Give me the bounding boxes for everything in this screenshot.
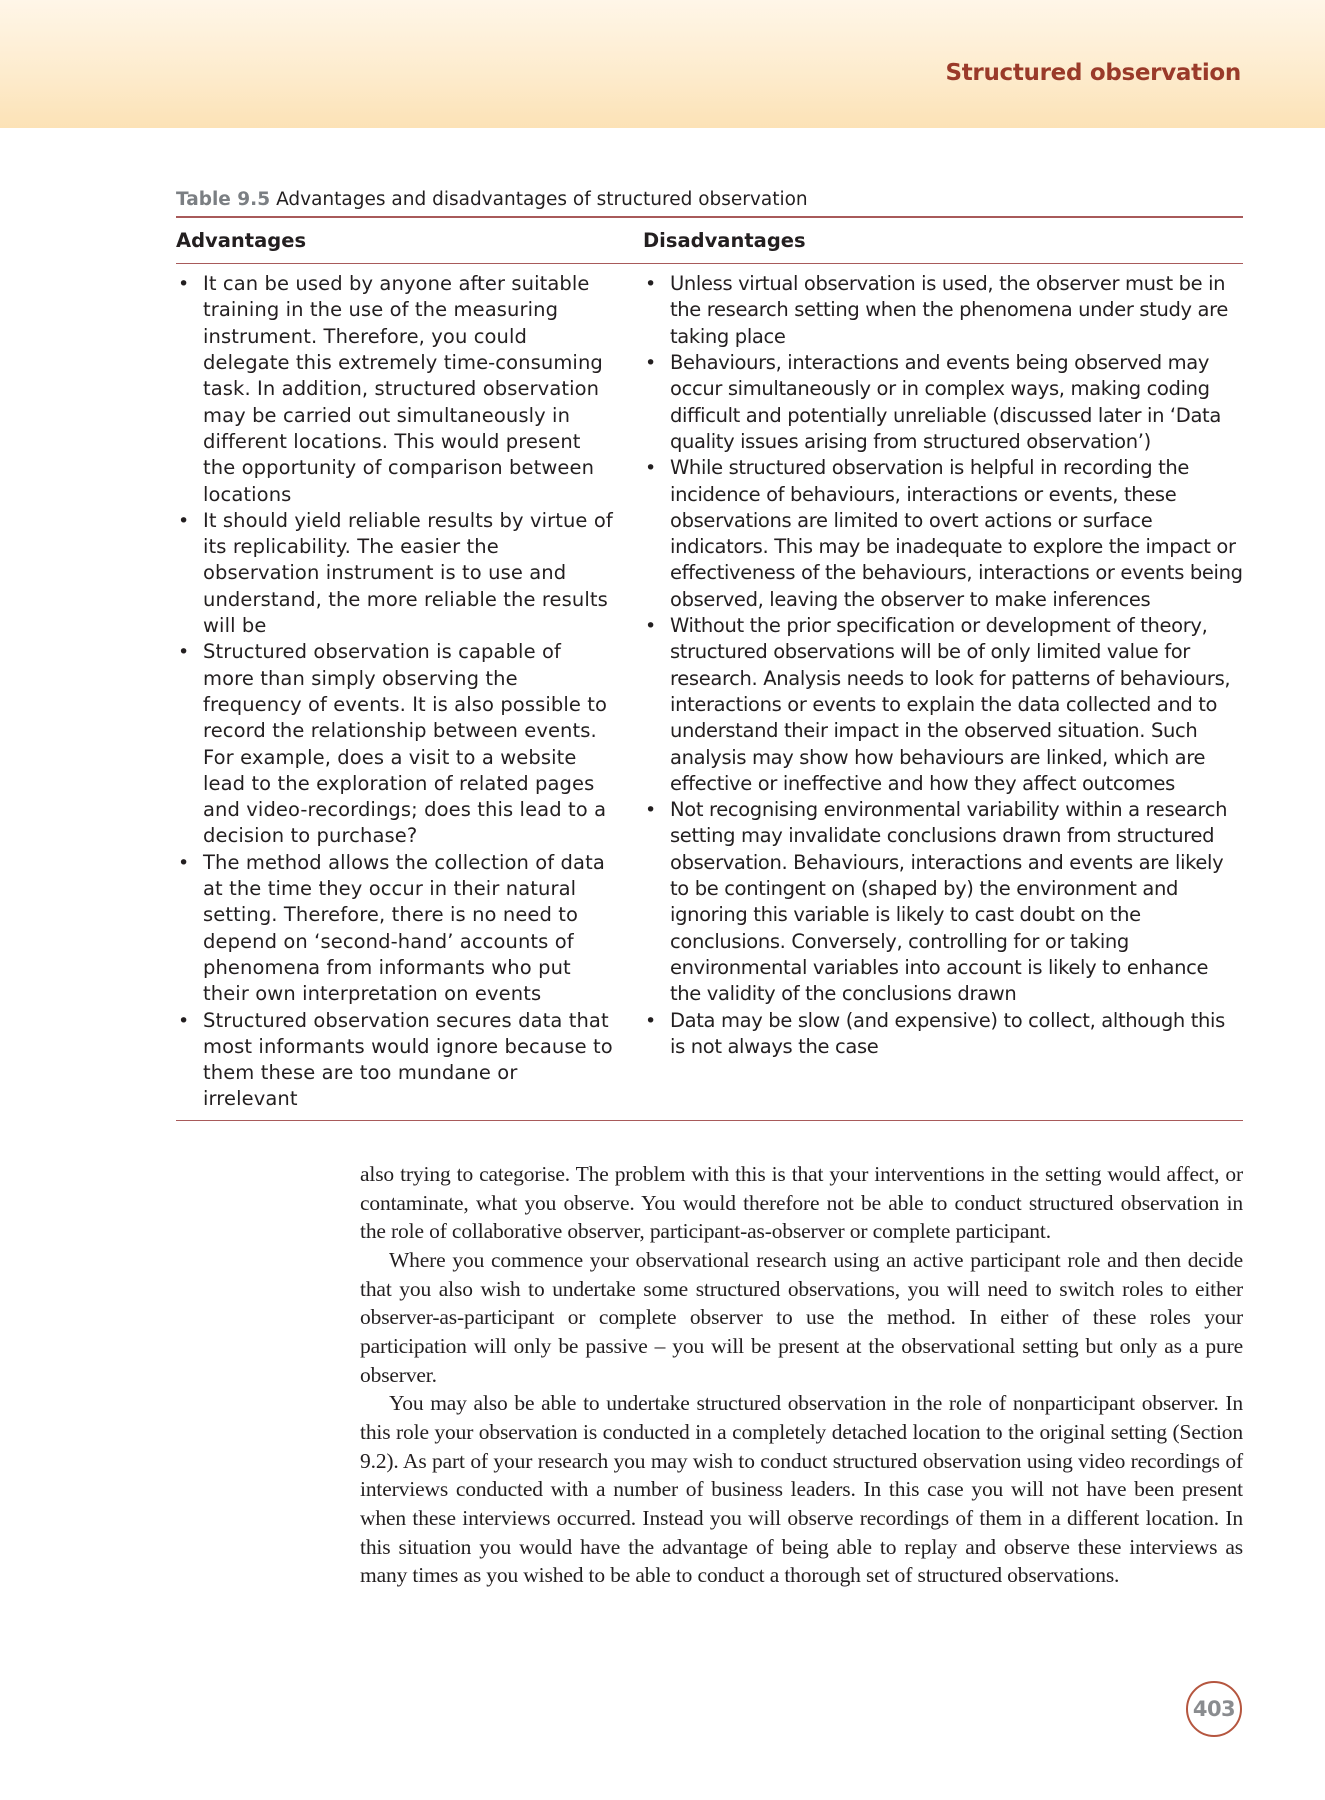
list-item: • Without the prior specification or development of theory, structured observations will be of only limited value for research. Analysis needs to look for patterns of behaviours, interactions or events to explain the data collected and to understand their impact in the observed situation. Such analysis may show how behaviours are linked, which are effective or ineffective and how they affect outcomes bbox=[645, 614, 1231, 795]
column-header-advantages: Advantages bbox=[176, 228, 307, 252]
bullet-icon: • bbox=[645, 615, 656, 638]
list-item: • It should yield reliable results by virtue of its replicability. The easier the observation instrument is to use and understand, the more reliable the results will be bbox=[178, 508, 613, 638]
table-caption-text: Advantages and disadvantages of structured observation bbox=[276, 189, 808, 210]
running-head: Structured observation bbox=[945, 60, 1241, 86]
table-header-row bbox=[176, 218, 1243, 263]
table-caption-label: Table 9.5 bbox=[176, 189, 271, 210]
list-item: • Not recognising environmental variability within a research setting may invalidate conclusions drawn from structured observation. Behaviours, interactions and events are likely to be contingent on (shaped by) the environment and ignoring this variable is likely to cast doubt on the conclusions. Conversely, controlling for or taking environmental variables into account is likely to enhance the validity of the conclusions drawn bbox=[645, 798, 1228, 1006]
table-9-5 bbox=[176, 183, 1243, 1121]
advantages-column bbox=[176, 271, 616, 1113]
bullet-icon: • bbox=[178, 273, 190, 296]
paragraph: also trying to categorise. The problem with this is that your interventions in the setting would affect, or contaminate, what you observe. You would therefore not be able to conduct structured observation in the role of collaborative observer, participant-as-observer or complete participant. bbox=[360, 1162, 1243, 1244]
bullet-icon: • bbox=[178, 509, 190, 532]
column-header-disadvantages: Disadvantages bbox=[643, 228, 806, 252]
disadvantages-list bbox=[643, 271, 1243, 1060]
bullet-icon: • bbox=[178, 1009, 190, 1032]
table-bottom-rule bbox=[176, 1120, 1243, 1122]
list-item: • Behaviours, interactions and events being observed may occur simultaneously or in complex ways, making coding difficult and potentially unreliable (discussed later in ‘Data quality issues arising from structured observation’) bbox=[645, 351, 1221, 453]
table-caption bbox=[176, 183, 1243, 216]
list-item: • It can be used by anyone after suitable training in the use of the measuring instrument. Therefore, you could delegate this extremely time-consuming task. In addition, structured observation may be carried out simultaneously in different locations. This would present the opportunity of comparison between locations bbox=[178, 272, 603, 506]
paragraph: You may also be able to undertake structured observation in the role of nonparticipant observer. In this role your observation is conducted in a completely detached location to the original setting (Section 9.2). As part of your research you may wish to conduct structured observation using video recordings of interviews conducted with a number of business leaders. In this case you will not have been present when these interviews occurred. Instead you will observe recordings of them in a different location. In this situation you would have the advantage of being able to replay and observe these interviews as many times as you wished to be able to conduct a thorough set of structured observations. bbox=[360, 1391, 1243, 1588]
advantages-list bbox=[176, 271, 616, 1113]
list-item: • The method allows the collection of data at the time they occur in their natural setting. Therefore, there is no need to depend on ‘second-hand’ accounts of phenomena from informants who put their own interpretation on events bbox=[178, 850, 605, 1006]
bullet-icon: • bbox=[645, 799, 656, 822]
list-item: • Structured observation is capable of more than simply observing the frequency of events. It is also possible to record the relationship between events. For example, does a visit to a website lead to the exploration of related pages and video-recordings; does this lead to a decision to purchase? bbox=[178, 640, 608, 848]
page-number-badge bbox=[1186, 1681, 1242, 1737]
bullet-icon: • bbox=[645, 457, 656, 480]
body-text bbox=[360, 1160, 1243, 1590]
bullet-icon: • bbox=[178, 851, 190, 874]
list-item: • Unless virtual observation is used, the observer must be in the research setting when the phenomena under study are taking place bbox=[645, 272, 1229, 348]
bullet-icon: • bbox=[645, 352, 656, 375]
paragraph: Where you commence your observational research using an active participant role and then decide that you also wish to undertake some structured observations, you will need to switch roles to either observer-as-participant or complete observer to use the method. In either of these roles your participation will only be passive – you will be present at the observational setting but only as a pure observer. bbox=[360, 1247, 1243, 1387]
bullet-icon: • bbox=[645, 273, 656, 296]
disadvantages-column bbox=[643, 271, 1243, 1113]
bullet-icon: • bbox=[645, 1009, 656, 1032]
list-item: • While structured observation is helpful in recording the incidence of behaviours, interactions or events, these observations are limited to overt actions or surface indicators. This may be inadequate to explore the impact or effectiveness of the behaviours, interactions or events being observed, leaving the observer to make inferences bbox=[645, 456, 1243, 611]
table-body-row bbox=[176, 264, 1243, 1120]
list-item: • Structured observation secures data that most informants would ignore because to them these are too mundane or irrelevant bbox=[178, 1008, 613, 1111]
bullet-icon: • bbox=[178, 641, 190, 664]
list-item: • Data may be slow (and expensive) to collect, although this is not always the case bbox=[645, 1008, 1225, 1058]
page-number: 403 bbox=[1192, 1697, 1236, 1721]
